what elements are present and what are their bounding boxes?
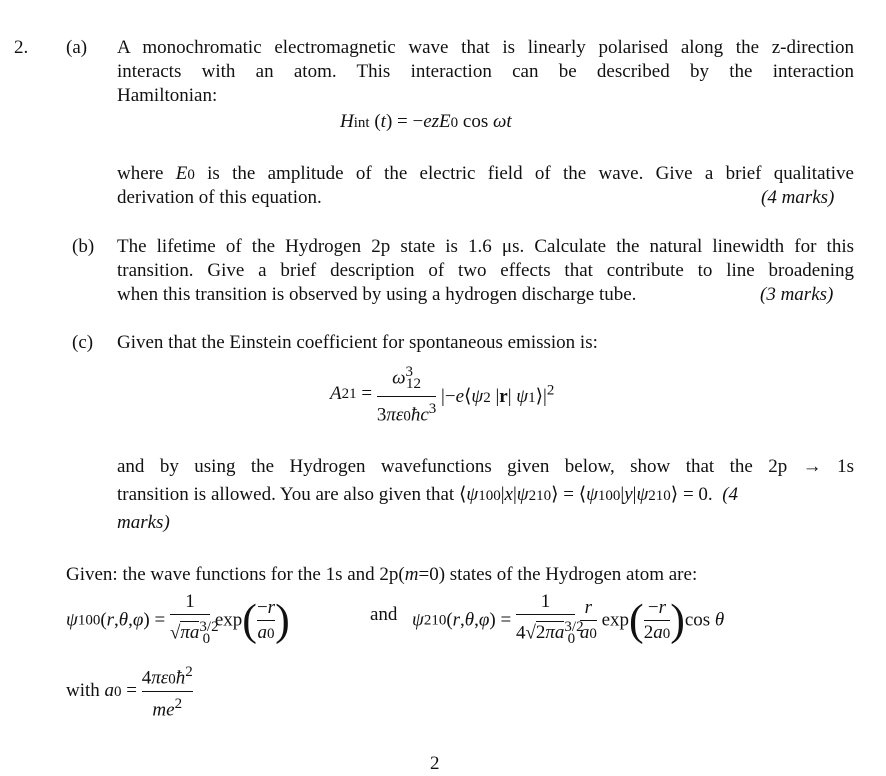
part-b-label: (b) bbox=[72, 236, 95, 257]
einstein-coefficient-equation: A21 = $\frac{\omega^3_{12}}{3\pi\varepsilon 0ħc^3}$ |−e⟨ψ2 |r| $\psi 1⟩|^2$ bbox=[330, 360, 554, 430]
part-a-where-1: where E0 is the amplitude of the electric field of the wave. Give a brief qualitative bbox=[117, 163, 854, 184]
and-word: and bbox=[370, 604, 398, 625]
question-number: 2. bbox=[14, 37, 29, 58]
part-a-line-1: A monochromatic electromagnetic wave that is linearly polarised along the z-direction bbox=[117, 37, 854, 58]
psi-100-equation: ψ100(r,θ,φ) = $\frac{1}{√\pi a^{3/2}_0}$ exp( $\frac{-r}{a0}$ ) bbox=[66, 590, 290, 650]
part-b-marks: (3 marks) bbox=[760, 284, 834, 305]
part-a-line-3: Hamiltonian: bbox=[117, 85, 218, 106]
part-b-line-1: The lifetime of the Hydrogen 2p state is 1.6 μs. Calculate the natural linewidth for this bbox=[117, 236, 854, 257]
part-b-line-3: when this transition is observed by using a hydrogen discharge tube. bbox=[117, 284, 637, 305]
part-a-line-2: interacts with an atom. This interaction can be described by the interaction bbox=[117, 61, 854, 82]
part-b-line-2: transition. Give a brief description of two effects that contribute to line broadening bbox=[117, 260, 854, 281]
given-line: Given: the wave functions for the 1s and 2p(m=0) states of the Hydrogen atom are: bbox=[66, 564, 698, 585]
part-a-marks: (4 marks) bbox=[761, 187, 835, 208]
part-c-after-1: and by using the Hydrogen wavefunctions given below, show that the 2p → 1s bbox=[117, 456, 854, 477]
a0-definition: with a0 = $\frac{4\pi\varepsilon 0ħ^2}{me^2}$ bbox=[66, 664, 193, 721]
part-c-after-2: transition is allowed. You are also given that ⟨ψ100|x|ψ210⟩ = ⟨ψ100|y|ψ210⟩ = 0. (4 bbox=[117, 484, 739, 505]
page-number: 2 bbox=[430, 753, 440, 774]
part-a-label: (a) bbox=[66, 37, 88, 58]
part-a-where-2: derivation of this equation. bbox=[117, 187, 322, 208]
part-c-marks: marks) bbox=[117, 512, 170, 533]
part-c-line-1: Given that the Einstein coefficient for spontaneous emission is: bbox=[117, 332, 598, 353]
hamiltonian-equation: Hint (t) = −ezE0 cos ωt bbox=[340, 111, 512, 132]
part-c-label: (c) bbox=[72, 332, 94, 353]
psi-210-equation: ψ210(r,θ,φ) = $\frac{1}{4√2\pi a^{3/2}_0}$ $\frac{r}{a0}$ exp( $\frac{-r}{2a0}$ )cos θ bbox=[412, 590, 724, 650]
